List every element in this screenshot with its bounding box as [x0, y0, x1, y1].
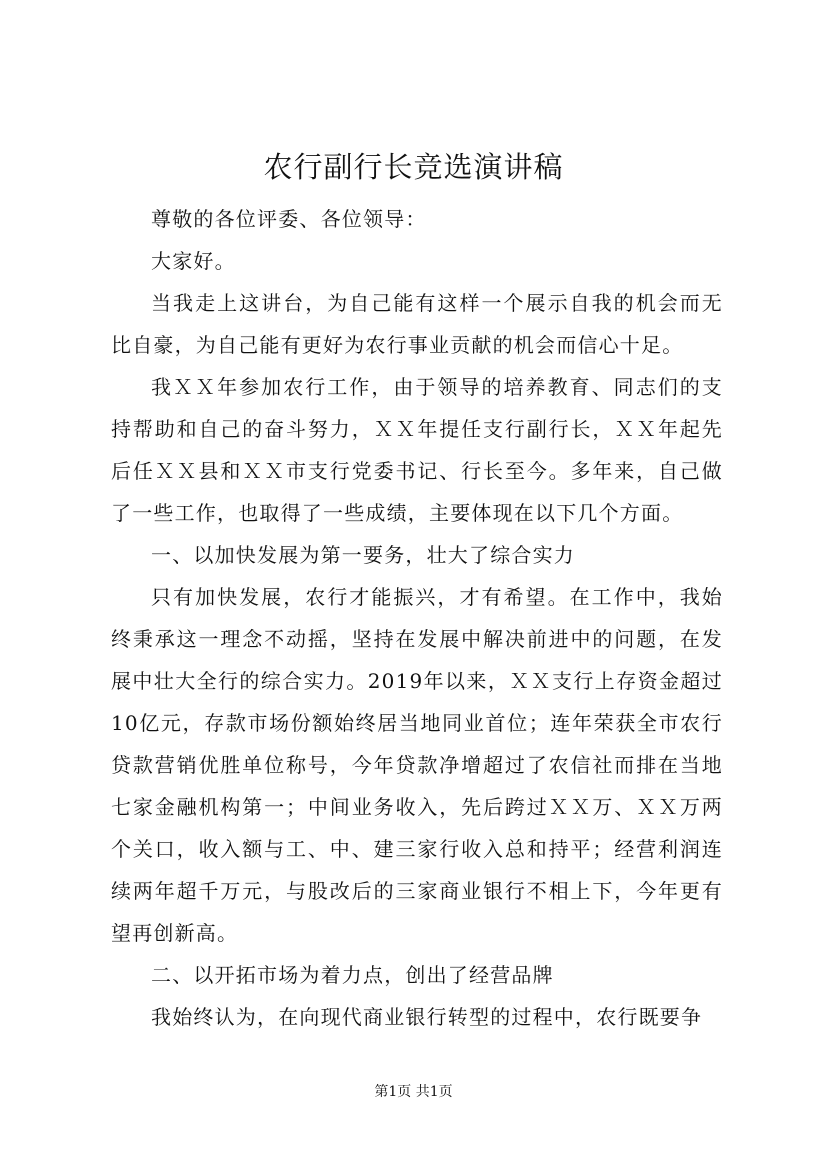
paragraph-section-2: 我始终认为，在向现代商业银行转型的过程中，农行既要争 [151, 1005, 703, 1029]
section-heading-2: 二、以开拓市场为着力点，创出了经营品牌 [151, 963, 554, 987]
page-footer [0, 1082, 827, 1102]
paragraph-background: 我ＸＸ年参加农行工作，由于领导的培养教育、同志们的支持帮助和自己的奋斗努力，ＸＸ年提任支行副行长，ＸＸ年起先后任ＸＸ县和ＸＸ市支行党委书记、行长至今。多年来，自己做了一些工作，也取得了一些成绩，主要体现在以下几个方面。 [111, 375, 723, 525]
paragraph-greeting: 大家好。 [151, 249, 236, 273]
paragraph-salutation: 尊敬的各位评委、各位领导： [151, 207, 427, 231]
paragraph-opening: 当我走上这讲台，为自己能有这样一个展示自我的机会而无比自豪，为自己能有更好为农行事业贡献的机会而信心十足。 [111, 291, 723, 357]
document-title: 农行副行长竞选演讲稿 [263, 150, 564, 184]
paragraph-section-1: 只有加快发展，农行才能振兴，才有希望。在工作中，我始终秉承这一理念不动摇，坚持在发展中解决前进中的问题，在发展中壮大全行的综合实力。2019年以来，ＸＸ支行上存资金超过10亿元，存款市场份额始终居当地同业首位；连年荣获全市农行贷款营销优胜单位称号，今年贷款净增超过了农信社而排在当地七家金融机构第一；中间业务收入，先后跨过ＸＸ万、ＸＸ万两个关口，收入额与工、中、建三家行收入总和持平；经营利润连续两年超千万元，与股改后的三家商业银行不相上下，今年更有望再创新高。 [111, 585, 723, 945]
page-number: 第1页 共1页 [374, 1084, 453, 1100]
section-heading-1: 一、以加快发展为第一要务，壮大了综合实力 [151, 543, 575, 567]
document-body [111, 198, 723, 1038]
